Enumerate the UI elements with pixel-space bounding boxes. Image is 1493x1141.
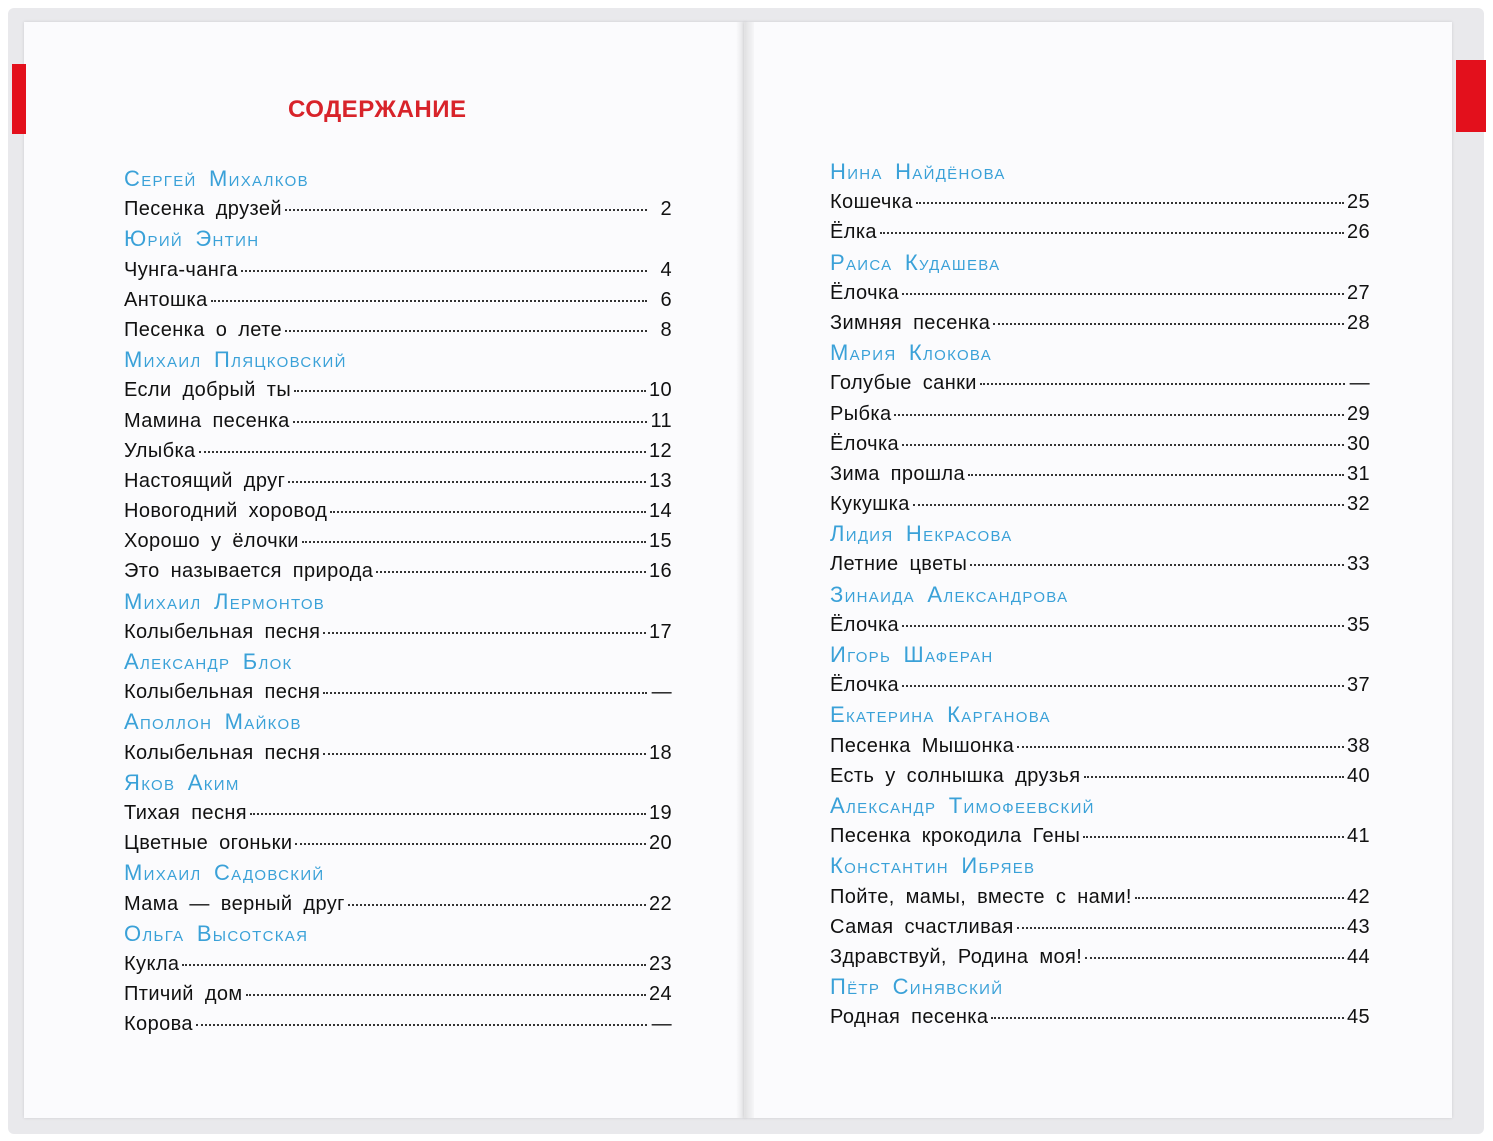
entry-title: Зима прошла bbox=[830, 462, 965, 485]
page-number: 42 bbox=[1346, 885, 1370, 908]
dot-leader bbox=[968, 473, 1344, 476]
entry-title: Кукушка bbox=[830, 493, 910, 516]
dot-leader bbox=[211, 299, 647, 302]
contents-entry bbox=[830, 217, 1370, 247]
dot-leader bbox=[1017, 745, 1344, 748]
entry-title: Если добрый ты bbox=[124, 379, 292, 402]
page-number: 40 bbox=[1346, 764, 1370, 787]
page-number: 31 bbox=[1346, 462, 1370, 485]
author-name: Константин Ибряев bbox=[830, 853, 1036, 879]
contents-entry bbox=[124, 406, 672, 436]
entry-title: Ёлка bbox=[830, 221, 877, 244]
dot-leader bbox=[902, 292, 1344, 295]
dot-leader bbox=[285, 329, 647, 332]
contents-entry bbox=[830, 368, 1370, 398]
contents-entry bbox=[124, 738, 672, 768]
page-number: 14 bbox=[648, 500, 672, 523]
author-name: Михаил Пляцковский bbox=[124, 347, 347, 373]
entry-title: Песенка о лете bbox=[124, 318, 283, 341]
contents-entry bbox=[830, 1002, 1370, 1032]
author-name: Александр Блок bbox=[124, 649, 293, 674]
dot-leader bbox=[288, 480, 646, 483]
author-name: Игорь Шаферан bbox=[830, 642, 994, 667]
page-number: 11 bbox=[650, 409, 672, 432]
page-number: 12 bbox=[648, 439, 672, 462]
page-number: 23 bbox=[648, 952, 672, 975]
entry-title: Корова bbox=[124, 1013, 193, 1036]
contents-column-right bbox=[830, 157, 1370, 1032]
entry-title: Колыбельная песня bbox=[124, 741, 321, 764]
author-name: Александр Тимофеевский bbox=[830, 792, 1095, 818]
dot-leader bbox=[1083, 835, 1344, 838]
contents-entry bbox=[124, 496, 672, 526]
author-name: Раиса Кудашева bbox=[830, 249, 1001, 275]
book-spine-shadow bbox=[736, 22, 754, 1118]
dot-leader bbox=[902, 443, 1344, 446]
page-number: — bbox=[1349, 372, 1370, 395]
page-number: 2 bbox=[660, 198, 672, 221]
entry-title: Улыбка bbox=[124, 439, 196, 462]
contents-column-left bbox=[124, 164, 672, 1039]
page-number: 10 bbox=[648, 379, 672, 402]
dot-leader bbox=[1017, 926, 1344, 929]
page-number: 26 bbox=[1346, 221, 1370, 244]
contents-entry bbox=[124, 828, 672, 858]
page-number: 20 bbox=[648, 832, 672, 855]
entry-title: Песенка Мышонка bbox=[830, 734, 1015, 757]
page-number: 27 bbox=[1346, 281, 1370, 304]
page-number: 4 bbox=[660, 258, 672, 281]
page-number: 44 bbox=[1346, 945, 1370, 968]
dot-leader bbox=[199, 450, 646, 453]
author-name: Мария Клокова bbox=[830, 340, 993, 366]
contents-entry bbox=[830, 549, 1370, 579]
dot-leader bbox=[894, 413, 1343, 416]
page-number: 35 bbox=[1346, 613, 1370, 636]
page-number: 19 bbox=[648, 801, 672, 824]
entry-title: Мамина песенка bbox=[124, 409, 290, 432]
contents-entry bbox=[830, 761, 1370, 791]
contents-entry bbox=[830, 731, 1370, 761]
contents-entry bbox=[124, 979, 672, 1009]
contents-entry bbox=[830, 429, 1370, 459]
entry-title: Ёлочка bbox=[830, 674, 900, 697]
dot-leader bbox=[993, 322, 1344, 325]
page-number: 6 bbox=[660, 288, 672, 311]
page-number: 41 bbox=[1346, 825, 1370, 848]
author-name: Нина Найдёнова bbox=[830, 159, 1006, 184]
dot-leader bbox=[916, 201, 1344, 204]
page-number: 8 bbox=[660, 318, 672, 341]
entry-title: Зимняя песенка bbox=[830, 311, 991, 334]
page-number: 45 bbox=[1346, 1006, 1370, 1029]
dot-leader bbox=[991, 1016, 1344, 1019]
page-number: — bbox=[651, 1013, 672, 1036]
dot-leader bbox=[250, 812, 646, 815]
dot-leader bbox=[196, 1023, 647, 1026]
contents-entry bbox=[124, 285, 672, 315]
entry-title: Есть у солнышка друзья bbox=[830, 764, 1081, 787]
author-name: Яков Аким bbox=[124, 769, 240, 795]
contents-entry bbox=[124, 375, 672, 405]
entry-title: Летние цветы bbox=[830, 553, 968, 576]
page-number: 15 bbox=[648, 530, 672, 553]
dot-leader bbox=[980, 382, 1345, 385]
dot-leader bbox=[1085, 956, 1344, 959]
author-name: Ольга Высотская bbox=[124, 920, 309, 946]
dot-leader bbox=[1135, 896, 1344, 899]
entry-title: Песенка друзей bbox=[124, 198, 282, 221]
contents-entry bbox=[830, 882, 1370, 912]
dot-leader bbox=[376, 570, 646, 573]
page-number: 22 bbox=[648, 892, 672, 915]
entry-title: Рыбка bbox=[830, 402, 892, 425]
dot-leader bbox=[970, 563, 1344, 566]
contents-entry bbox=[124, 194, 672, 224]
dot-leader bbox=[293, 420, 647, 423]
dot-leader bbox=[902, 624, 1344, 627]
entry-title: Родная песенка bbox=[830, 1006, 989, 1029]
entry-title: Пойте, мамы, вместе с нами! bbox=[830, 885, 1132, 908]
entry-title: Ёлочка bbox=[830, 613, 900, 636]
contents-entry bbox=[124, 315, 672, 345]
contents-entry bbox=[830, 399, 1370, 429]
entry-title: Это называется природа bbox=[124, 560, 374, 583]
contents-entry bbox=[124, 889, 672, 919]
contents-entry bbox=[124, 798, 672, 828]
dot-leader bbox=[323, 691, 647, 694]
page-number: 38 bbox=[1346, 734, 1370, 757]
author-name: Екатерина Карганова bbox=[830, 702, 1051, 728]
entry-title: Ёлочка bbox=[830, 432, 900, 455]
contents-entry bbox=[124, 677, 672, 707]
contents-entry bbox=[830, 821, 1370, 851]
entry-title: Песенка крокодила Гены bbox=[830, 825, 1081, 848]
dot-leader bbox=[323, 631, 646, 634]
contents-entry bbox=[124, 617, 672, 647]
entry-title: Кукла bbox=[124, 952, 180, 975]
page-number: 37 bbox=[1346, 674, 1370, 697]
entry-title: Тихая песня bbox=[124, 801, 248, 824]
contents-heading: СОДЕРЖАНИЕ bbox=[288, 96, 467, 123]
contents-entry bbox=[830, 912, 1370, 942]
entry-title: Цветные огоньки bbox=[124, 832, 293, 855]
contents-entry bbox=[124, 526, 672, 556]
entry-title: Ёлочка bbox=[830, 281, 900, 304]
contents-entry bbox=[830, 942, 1370, 972]
contents-entry bbox=[830, 187, 1370, 217]
entry-title: Кошечка bbox=[830, 191, 913, 214]
dot-leader bbox=[246, 993, 646, 996]
entry-title: Самая счастливая bbox=[830, 915, 1014, 938]
dot-leader bbox=[902, 684, 1344, 687]
contents-entry bbox=[124, 255, 672, 285]
page-number: 30 bbox=[1346, 432, 1370, 455]
red-edge-tab-left bbox=[12, 64, 26, 134]
entry-title: Птичий дом bbox=[124, 983, 243, 1006]
author-name: Пётр Синявский bbox=[830, 974, 1004, 1000]
dot-leader bbox=[241, 269, 647, 272]
dot-leader bbox=[323, 752, 646, 755]
dot-leader bbox=[295, 842, 646, 845]
author-name: Зинаида Александрова bbox=[830, 581, 1069, 607]
dot-leader bbox=[348, 903, 646, 906]
dot-leader bbox=[285, 208, 647, 211]
dot-leader bbox=[913, 503, 1344, 506]
page-number: 28 bbox=[1346, 311, 1370, 334]
entry-title: Антошка bbox=[124, 288, 208, 311]
entry-title: Хорошо у ёлочки bbox=[124, 530, 299, 553]
author-name: Лидия Некрасова bbox=[830, 521, 1013, 547]
author-name: Михаил Садовский bbox=[124, 860, 325, 886]
page-number: 29 bbox=[1346, 402, 1370, 425]
entry-title: Чунга-чанга bbox=[124, 258, 238, 281]
dot-leader bbox=[330, 510, 646, 513]
contents-entry bbox=[830, 459, 1370, 489]
page-number: 17 bbox=[648, 620, 672, 643]
contents-entry bbox=[124, 466, 672, 496]
entry-title: Мама — верный друг bbox=[124, 892, 345, 915]
entry-title: Колыбельная песня bbox=[124, 681, 321, 704]
page-number: 43 bbox=[1346, 915, 1370, 938]
entry-title: Голубые санки bbox=[830, 372, 977, 395]
author-name: Аполлон Майков bbox=[124, 709, 302, 735]
page-number: 24 bbox=[648, 983, 672, 1006]
dot-leader bbox=[182, 963, 646, 966]
page-number: 32 bbox=[1346, 493, 1370, 516]
contents-entry bbox=[124, 556, 672, 586]
contents-entry bbox=[830, 670, 1370, 700]
contents-entry bbox=[124, 436, 672, 466]
entry-title: Настоящий друг bbox=[124, 469, 286, 492]
contents-entry bbox=[830, 308, 1370, 338]
contents-entry bbox=[124, 949, 672, 979]
entry-title: Колыбельная песня bbox=[124, 620, 321, 643]
dot-leader bbox=[880, 231, 1344, 234]
red-edge-tab-right bbox=[1456, 60, 1486, 132]
author-name: Михаил Лермонтов bbox=[124, 588, 326, 614]
contents-entry bbox=[830, 610, 1370, 640]
dot-leader bbox=[1084, 775, 1344, 778]
author-name: Юрий Энтин bbox=[124, 226, 260, 252]
dot-leader bbox=[302, 540, 646, 543]
dot-leader bbox=[294, 389, 646, 392]
contents-entry bbox=[830, 489, 1370, 519]
page-number: 33 bbox=[1346, 553, 1370, 576]
entry-title: Новогодний хоровод bbox=[124, 500, 328, 523]
contents-entry bbox=[830, 278, 1370, 308]
page-number: 13 bbox=[648, 469, 672, 492]
author-name: Сергей Михалков bbox=[124, 166, 309, 191]
page-number: 16 bbox=[648, 560, 672, 583]
page-number: — bbox=[651, 681, 672, 704]
contents-entry bbox=[124, 1009, 672, 1039]
entry-title: Здравствуй, Родина моя! bbox=[830, 945, 1083, 968]
page-number: 25 bbox=[1346, 191, 1370, 214]
page-number: 18 bbox=[648, 741, 672, 764]
